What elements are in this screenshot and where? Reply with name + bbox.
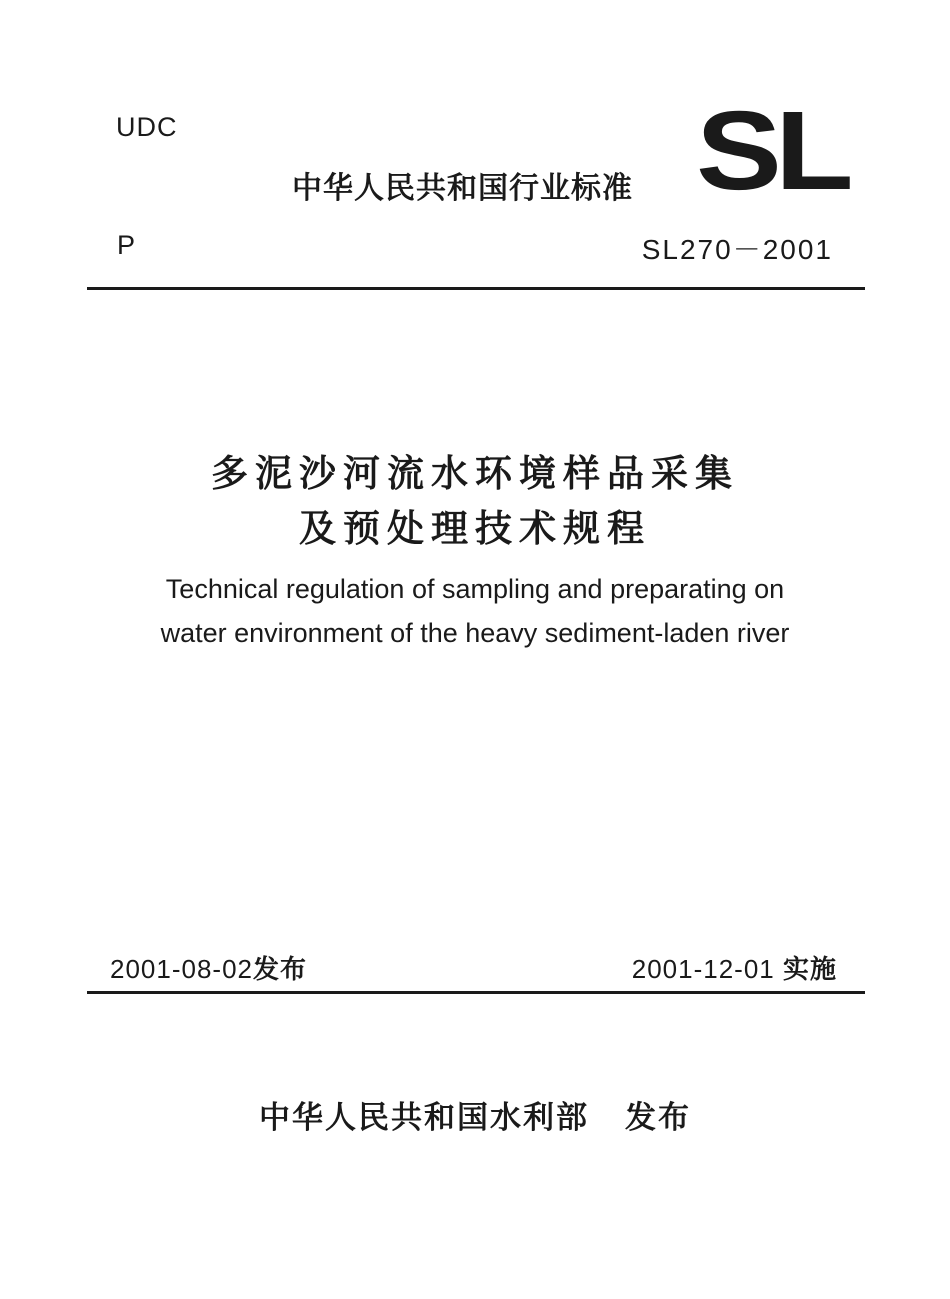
classification-code: P <box>117 230 136 260</box>
title-cn-line1: 多泥沙河流水环境样品采集 <box>211 452 739 495</box>
implement-label: 实施 <box>782 955 837 985</box>
title-en-line1: Technical regulation of sampling and preparating on <box>165 574 785 604</box>
publisher-line <box>0 1092 950 1137</box>
issue-date-block <box>110 949 307 986</box>
implement-date: 2001-12-01 <box>631 954 775 984</box>
bottom-divider <box>87 991 865 994</box>
standard-number: SL270－2001 <box>641 234 833 265</box>
udc-label: UDC <box>116 112 178 142</box>
publisher-name: 中华人民共和国水利部 <box>259 1100 589 1136</box>
publish-label: 发布 <box>625 1100 691 1136</box>
top-divider <box>87 287 865 290</box>
standard-category: 中华人民共和国行业标准 <box>292 171 633 206</box>
sl-logo: SL <box>696 88 847 213</box>
implement-date-block <box>632 949 837 986</box>
issue-label: 发布 <box>253 955 308 985</box>
issue-date: 2001-08-02 <box>110 954 253 984</box>
title-cn-line2: 及预处理技术规程 <box>299 507 651 550</box>
title-en-line2: water environment of the heavy sediment-laden river <box>160 618 790 648</box>
